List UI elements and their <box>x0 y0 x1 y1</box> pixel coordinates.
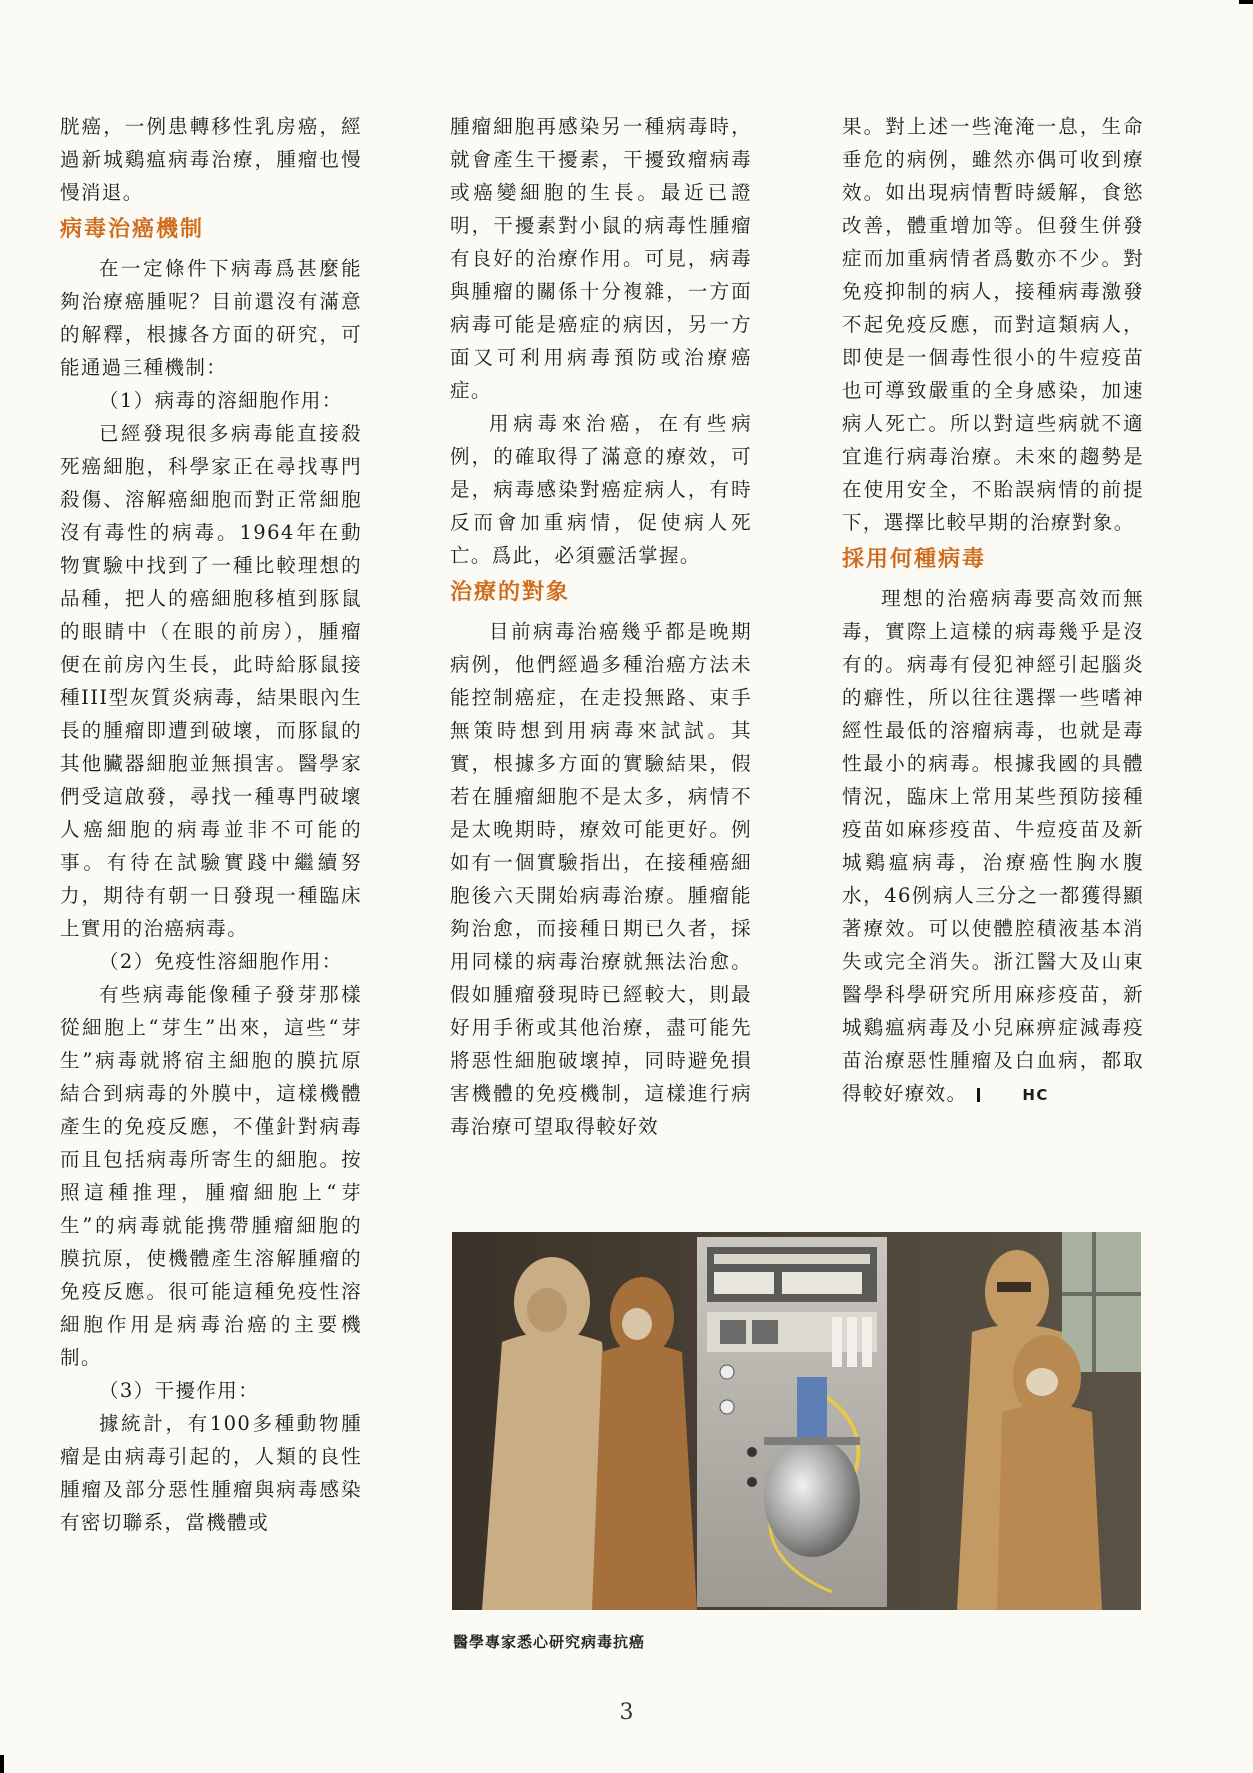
paragraph: 已經發現很多病毒能直接殺死癌細胞，科學家正在尋找專門殺傷、溶解癌細胞而對正常細胞沒有毒性的病毒。1964年在動物實驗中找到了一種比較理想的品種，把人的癌細胞移植到豚鼠的眼睛中（在眼的前房），腫瘤便在前房內生長，此時給豚鼠接種III型灰質炎病毒，結果眼內生長的腫瘤即遭到破壞，而豚鼠的其他臟器細胞並無損害。醫學家們受這啟發，尋找一種專門破壞人癌細胞的病毒並非不可能的事。有待在試驗實踐中繼續努力，期待有朝一日發現一種臨床上實用的治癌病毒。 <box>60 422 362 940</box>
paragraph: 在一定條件下病毒爲甚麼能夠治療癌腫呢？目前還沒有滿意的解釋，根據各方面的研究，可能通過三種機制： <box>60 257 362 379</box>
paragraph: 腫瘤細胞再感染另一種病毒時，就會產生干擾素，干擾致瘤病毒或癌變細胞的生長。最近已證明，干擾素對小鼠的病毒性腫瘤有良好的治療作用。可見，病毒與腫瘤的關係十分複雜，一方面病毒可能是癌症的病因，另一方面又可利用病毒預防或治療癌症。 <box>450 115 752 402</box>
subsection-label: （2）免疫性溶細胞作用： <box>99 950 343 973</box>
section-heading: 治療的對象 <box>450 580 571 605</box>
section-heading: 採用何種病毒 <box>842 547 987 572</box>
laboratory-photo <box>452 1232 1141 1610</box>
page-number: 3 <box>619 1700 634 1725</box>
paragraph: 據統計，有100多種動物腫瘤是由病毒引起的，人類的良性腫瘤及部分惡性腫瘤與病毒感染有密切聯系，當機體或 <box>60 1412 362 1534</box>
subsection-label: （1）病毒的溶細胞作用： <box>99 389 343 412</box>
corner-mark-top <box>1239 0 1253 4</box>
paragraph: 果。對上述一些淹淹一息，生命垂危的病例，雖然亦偶可收到療效。如出現病情暫時緩解，食慾改善，體重增加等。但發生併發症而加重病情者爲數亦不少。對免疫抑制的病人，接種病毒激發不起免疫反應，而對這類病人，即使是一個毒性很小的牛痘疫苗也可導致嚴重的全身感染，加速病人死亡。所以對這些病就不適宜進行病毒治療。未來的趨勢是在使用安全，不貽誤病情的前提下，選擇比較早期的治療對象。 <box>842 115 1144 534</box>
paragraph: 有些病毒能像種子發芽那樣從細胞上“芽生”出來，這些“芽生”病毒就將宿主細胞的膜抗原結合到病毒的外膜中，這樣機體產生的免疫反應，不僅針對病毒而且包括病毒所寄生的細胞。按照這種推理，腫瘤細胞上“芽生”的病毒就能携帶腫瘤細胞的膜抗原，使機體產生溶解腫瘤的免疫反應。很可能這種免疫性溶細胞作用是病毒治癌的主要機制。 <box>60 983 362 1369</box>
text-column-1 <box>60 110 362 1539</box>
text-column-3 <box>842 110 1144 1110</box>
end-mark-icon: HC <box>977 1088 1048 1102</box>
paragraph: 用病毒來治癌，在有些病例，的確取得了滿意的療效，可是，病毒感染對癌症病人，有時反而會加重病情，促使病人死亡。爲此，必須靈活掌握。 <box>450 412 752 567</box>
paragraph: 胱癌，一例患轉移性乳房癌，經過新城鷄瘟病毒治療，腫瘤也慢慢消退。 <box>60 115 362 204</box>
paragraph: 目前病毒治癌幾乎都是晚期病例，他們經過多種治癌方法未能控制癌症，在走投無路、束手無策時想到用病毒來試試。其實，根據多方面的實驗結果，假若在腫瘤細胞不是太多，病情不是太晚期時，療效可能更好。例如有一個實驗指出，在接種癌細胞後六天開始病毒治療。腫瘤能夠治愈，而接種日期已久者，採用同樣的病毒治療就無法治愈。假如腫瘤發現時已經較大，則最好用手術或其他治療，盡可能先將惡性細胞破壞掉，同時避免損害機體的免疫機制，這樣進行病毒治療可望取得較好效 <box>450 620 752 1138</box>
photo-caption: 醫學專家悉心研究病毒抗癌 <box>453 1633 646 1651</box>
text-column-2 <box>450 110 752 1143</box>
section-heading: 病毒治癌機制 <box>60 217 205 242</box>
paragraph: 理想的治癌病毒要高效而無毒，實際上這樣的病毒幾乎是沒有的。病毒有侵犯神經引起腦炎的癖性，所以往往選擇一些嗜神經性最低的溶瘤病毒，也就是毒性最小的病毒。根據我國的具體情況，臨床上常用某些預防接種疫苗如麻疹疫苗、牛痘疫苗及新城鷄瘟病毒，治療癌性胸水腹水，46例病人三分之一都獲得顯著療效。可以使體腔積液基本消失或完全消失。浙江醫大及山東醫學科學研究所用麻疹疫苗，新城鷄瘟病毒及小兒麻痹症減毒疫苗治療惡性腫瘤及白血病，都取得較好療效。 HC <box>842 587 1144 1105</box>
subsection-label: （3）干擾作用： <box>99 1379 260 1402</box>
corner-mark-bottom <box>0 1755 4 1773</box>
